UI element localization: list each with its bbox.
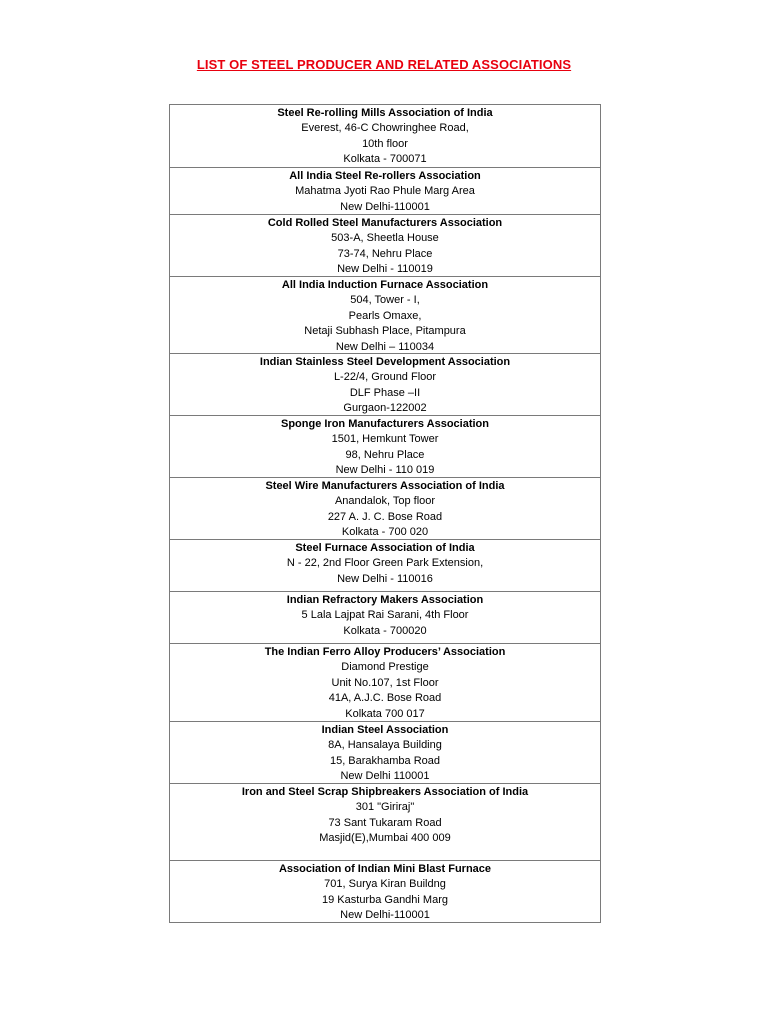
association-name: Association of Indian Mini Blast Furnace [278,863,492,875]
address-line: 15, Barakhamba Road [329,754,441,767]
address-line: Anandalok, Top floor [334,495,436,508]
address-line: Masjid(E),Mumbai 400 009 [319,832,451,845]
address-line: 1501, Hemkunt Tower [331,433,439,446]
address-line: Unit No.107, 1st Floor [331,676,439,689]
address-line: Netaji Subhash Place, Pitampura [304,325,466,338]
address-line: DLF Phase –II [349,386,421,399]
table-row [170,861,600,923]
table-row [170,784,600,861]
address-line: Kolkata - 700 020 [341,526,429,539]
address-line: N - 22, 2nd Floor Green Park Extension, [286,557,484,570]
table-row [170,215,600,277]
address-line: 701, Surya Kiran Buildng [324,878,446,891]
association-name: Indian Stainless Steel Development Association [259,356,511,368]
address-line: Kolkata 700 017 [345,707,425,720]
associations-table [169,104,601,923]
association-name: Iron and Steel Scrap Shipbreakers Association of India [241,786,529,798]
association-name: The Indian Ferro Alloy Producers’ Association [264,646,506,658]
table-row [170,277,600,354]
address-line: 98, Nehru Place [345,448,425,461]
address-line: 301 "Giriraj" [355,801,415,814]
address-line: 10th floor [362,137,408,150]
association-name: Steel Re-rolling Mills Association of India [277,107,493,119]
table-row [170,592,600,644]
address-line: Kolkata - 700020 [343,624,427,637]
page-title: LIST OF STEEL PRODUCER AND RELATED ASSOCIATIONS [196,57,572,72]
table-row [170,354,600,416]
association-name: Steel Wire Manufacturers Association of India [265,480,505,492]
table-row [170,722,600,784]
association-name: Indian Steel Association [321,724,449,736]
association-name: Steel Furnace Association of India [295,542,475,554]
address-line: 5 Lala Lajpat Rai Sarani, 4th Floor [301,609,469,622]
address-line: 503-A, Sheetla House [331,232,439,245]
address-line: 504, Tower - I, [350,294,420,307]
address-line: New Delhi 110001 [340,770,430,783]
address-line: 227 A. J. C. Bose Road [327,510,443,523]
association-name: Indian Refractory Makers Association [286,594,484,606]
table-row [170,540,600,592]
address-line: Everest, 46-C Chowringhee Road, [301,122,469,135]
address-line: L-22/4, Ground Floor [333,371,437,384]
address-line: Kolkata - 700071 [343,153,427,166]
address-line: Mahatma Jyoti Rao Phule Marg Area [295,185,475,198]
address-line: 19 Kasturba Gandhi Marg [322,893,448,906]
table-row [170,168,600,215]
address-line: New Delhi – 110034 [335,340,435,353]
association-name: All India Induction Furnace Association [281,279,489,291]
association-name: All India Steel Re-rollers Association [289,170,481,182]
association-name: Sponge Iron Manufacturers Association [280,418,489,430]
address-line: Gurgaon-122002 [343,402,427,415]
address-line: New Delhi - 110 019 [335,464,435,477]
address-line: New Delhi - 110019 [337,263,433,276]
address-line: New Delhi-110001 [340,200,430,213]
table-row [170,105,600,168]
address-line: 8A, Hansalaya Building [328,739,442,752]
address-line: New Delhi-110001 [340,909,430,922]
address-line: Diamond Prestige [341,661,429,674]
address-line: 73-74, Nehru Place [337,247,433,260]
address-line: 73 Sant Tukaram Road [328,816,442,829]
address-line: 41A, A.J.C. Bose Road [328,692,442,705]
address-line: New Delhi - 110016 [337,572,433,585]
address-line: Pearls Omaxe, [348,309,422,322]
table-row [170,478,600,540]
association-name: Cold Rolled Steel Manufacturers Association [267,217,503,229]
table-row [170,644,600,722]
table-row [170,416,600,478]
